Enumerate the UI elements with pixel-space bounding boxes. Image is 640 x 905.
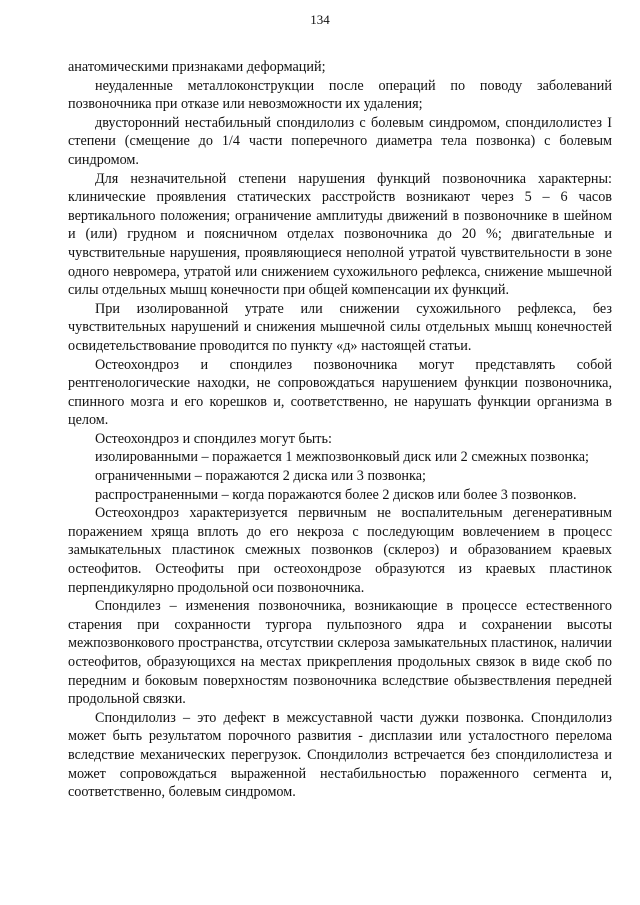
paragraph-isolated-reflex-loss: При изолированной утрате или снижении сухожильного рефлекса, без чувствительных нарушений и снижения мышечной силы отдельных мышц конечностей освидетельствование проводится по пункту «д» настоящей статьи. xyxy=(68,300,612,354)
paragraph-minor-impairment: Для незначительной степени нарушения функций позвоночника характерны: клинические проявления статических расстройств возникают через 5 – 6 часов вертикального положения; ограничение амплитуды движений в позвоночнике в шейном и (или) грудном и поясничном отделах позвоночника до 20 %; двигательные и чувствительные нарушения, проявляющиеся неполной утратой чувствительности в зоне одного невромера, утратой или снижением сухожильного рефлекса, снижение мышечной силы отдельных мышц конечности при общей компенсации их функций. xyxy=(68,170,612,299)
paragraph-spondylosis-definition: Спондилез – изменения позвоночника, возникающие в процессе естественного старения при сохранности тургора пульпозного ядра и сохранении высоты межпозвонкового пространства, отсутствии склероза замыкательных пластинок, наличии остеофитов, образующихся на местах прикрепления продольных связок в виде скоб по передним и боковым поверхностям позвоночника вследствие обызвествления передней продольной связки. xyxy=(68,598,612,708)
paragraph-metal-constructions: неудаленные металлоконструкции после операций по поводу заболеваний позвоночника при отказе или невозможности их удаления; xyxy=(68,77,612,113)
paragraph-osteochondrosis-definition: Остеохондроз характеризуется первичным не воспалительным дегенеративным поражением хряща вплоть до его некроза с последующим вовлечением в процесс замыкательных пластинок смежных позвонков (склероз) и образованием краевых остеофитов. Остеофиты при остеохондрозе образуются из краевых пластинок перпендикулярно продольной оси позвоночника. xyxy=(68,505,612,596)
paragraph-continuation: анатомическими признаками деформаций; xyxy=(68,59,326,75)
page-number: 134 xyxy=(310,12,330,27)
paragraph-type-isolated: изолированными – поражается 1 межпозвонковый диск или 2 смежных позвонка; xyxy=(95,449,589,466)
document-body xyxy=(68,58,612,802)
paragraph-spondylolysis-definition: Спондилолиз – это дефект в межсуставной части дужки позвонка. Спондилолиз может быть результатом порочного развития - дисплазии или усталостного перелома вследствие механических перегрузок. Спондилолиз встречается без спондилолистеза и может сопровождаться выраженной нестабильностью пораженного сегмента и, соответственно, болевым синдромом. xyxy=(68,709,612,801)
paragraph-type-widespread: распространенными – когда поражаются более 2 дисков или более 3 позвонков. xyxy=(95,486,577,503)
paragraph-osteochondrosis-findings: Остеохондроз и спондилез позвоночника могут представлять собой рентгенологические находки, не сопровождаться нарушением функции позвоночника, спинного мозга и его корешков и, соответственно, не нарушать функции организма в целом. xyxy=(68,356,612,429)
paragraph-types-intro: Остеохондроз и спондилез могут быть: xyxy=(95,430,332,447)
paragraph-type-limited: ограниченными – поражаются 2 диска или 3 позвонка; xyxy=(95,468,426,485)
paragraph-spondylolysis-bilateral: двусторонний нестабильный спондилолиз с болевым синдромом, спондилолистез I степени (смещение до 1/4 части поперечного диаметра тела позвонка) с болевым синдромом. xyxy=(68,114,612,168)
